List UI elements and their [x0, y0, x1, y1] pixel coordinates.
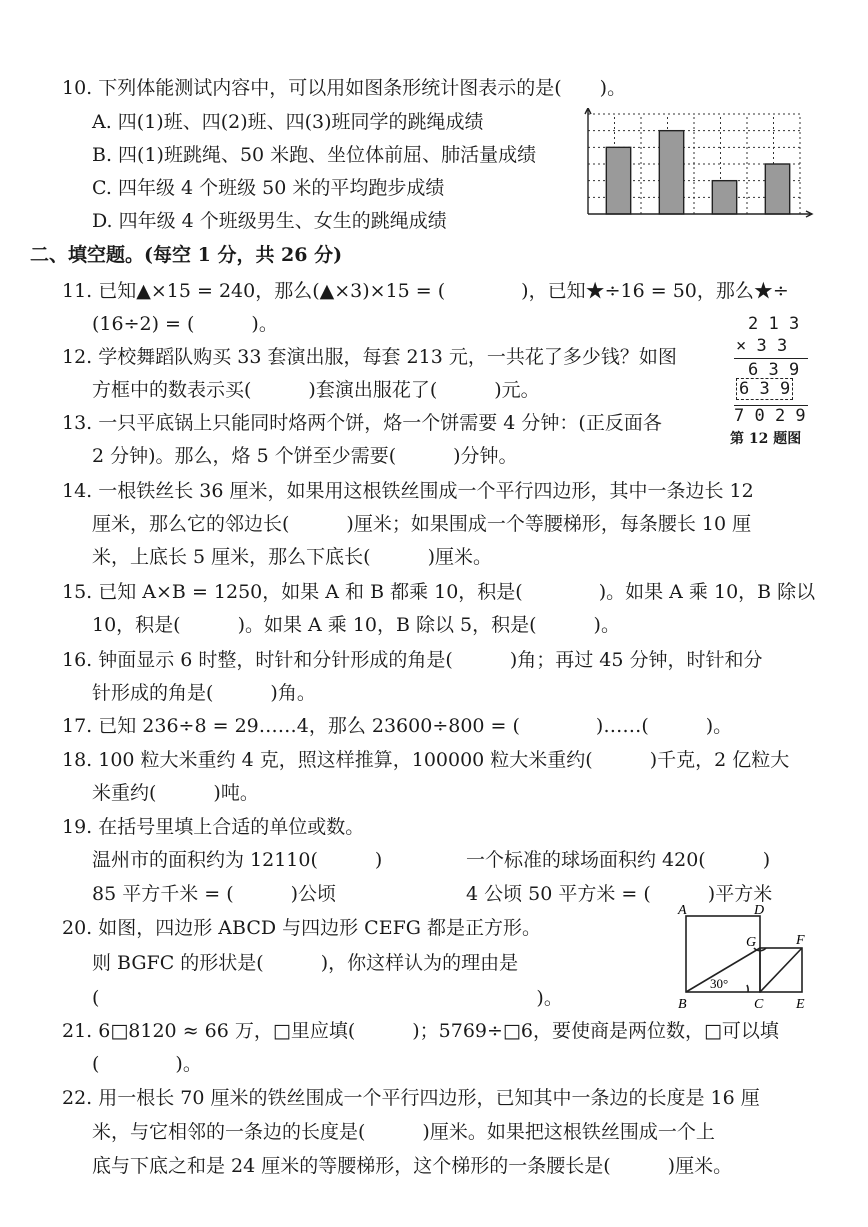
- q20-line-2: 则 BGFC 的形状是( )，你这样认为的理由是: [92, 952, 519, 974]
- q10-option-a: A. 四(1)班、四(2)班、四(3)班同学的跳绳成绩: [92, 111, 484, 133]
- segment-cf: [760, 948, 802, 992]
- q19-item-b: 一个标准的球场面积约 420( ): [466, 849, 771, 871]
- calc-row-3: 6 3 9: [748, 360, 800, 380]
- calc-result: 7 0 2 9: [734, 406, 806, 426]
- q12-line-2: 方框中的数表示买( )套演出服花了( )元。: [92, 379, 540, 401]
- bar: [606, 147, 630, 214]
- q20-squares-figure: [674, 900, 814, 1012]
- calc-row-2: × 3 3: [736, 336, 788, 356]
- q17-line-1: 17. 已知 236÷8 = 29……4，那么 23600÷800 = ( )……( )。: [62, 715, 733, 737]
- label-c: C: [754, 997, 764, 1012]
- q20-line-3: ( )。: [92, 987, 563, 1009]
- bar: [659, 131, 683, 214]
- q14-line-1: 14. 一根铁丝长 36 厘米，如果用这根铁丝围成一个平行四边形，其中一条边长 12: [62, 480, 754, 502]
- q12-line-1: 12. 学校舞蹈队购买 33 套演出服，每套 213 元，一共花了多少钱？如图: [62, 346, 677, 368]
- q13-line-1: 13. 一只平底锅上只能同时烙两个饼，烙一个饼需要 4 分钟：(正反面各: [62, 412, 662, 434]
- q21-line-2: ( )。: [92, 1053, 202, 1075]
- q10-stem: 10. 下列体能测试内容中，可以用如图条形统计图表示的是( )。: [62, 77, 627, 99]
- angle-arc: [747, 985, 748, 992]
- label-a: A: [678, 903, 687, 918]
- q19-item-d: 4 公顷 50 平方米 = ( )平方米: [466, 883, 773, 905]
- q22-line-1: 22. 用一根长 70 厘米的铁丝围成一个平行四边形，已知其中一条边的长度是 16 厘: [62, 1087, 760, 1109]
- q14-line-2: 厘米，那么它的邻边长( )厘米；如果围成一个等腰梯形，每条腰长 10 厘: [92, 513, 752, 535]
- angle-label: 30°: [710, 976, 729, 991]
- calc-boxed-row: 6 3 9: [736, 378, 793, 400]
- q10-option-c: C. 四年级 4 个班级 50 米的平均跑步成绩: [92, 177, 445, 199]
- q22-line-3: 底与下底之和是 24 厘米的等腰梯形，这个梯形的一条腰长是( )厘米。: [92, 1155, 733, 1177]
- q12-calculation-figure: [728, 312, 812, 447]
- q19-item-a: 温州市的面积约为 12110( ): [92, 849, 383, 871]
- calc-row-1: 2 1 3: [748, 314, 800, 334]
- label-b: B: [678, 997, 687, 1012]
- bar: [765, 164, 789, 214]
- label-g: G: [746, 935, 757, 950]
- label-e: E: [796, 997, 805, 1012]
- q11-line-1: 11. 已知▲×15 = 240，那么(▲×3)×15 = ( )，已知★÷16 = 50，那么★÷: [62, 280, 789, 302]
- q19-item-c: 85 平方千米 = ( )公顷: [92, 883, 337, 905]
- q12-figure-caption: 第 12 题图: [730, 431, 802, 447]
- q10-option-d: D. 四年级 4 个班级男生、女生的跳绳成绩: [92, 210, 447, 232]
- bar: [712, 181, 736, 214]
- q13-line-2: 2 分钟)。那么，烙 5 个饼至少需要( )分钟。: [92, 445, 518, 467]
- q22-line-2: 米，与它相邻的一条边的长度是( )厘米。如果把这根铁丝围成一个上: [92, 1121, 715, 1143]
- label-d: D: [754, 903, 765, 918]
- q21-line-1: 21. 6□8120 ≈ 66 万，□里应填( )；5769÷□6，要使商是两位数，□可以填: [62, 1020, 779, 1042]
- q19-line-1: 19. 在括号里填上合适的单位或数。: [62, 816, 365, 838]
- q15-line-2: 10，积是( )。如果 A 乘 10，B 除以 5，积是( )。: [92, 614, 620, 636]
- q16-line-2: 针形成的角是( )角。: [92, 682, 316, 704]
- q14-line-3: 米，上底长 5 厘米，那么下底长( )厘米。: [92, 546, 492, 568]
- label-f: F: [796, 933, 805, 948]
- q18-line-2: 米重约( )吨。: [92, 782, 259, 804]
- section-heading: 二、填空题。(每空 1 分，共 26 分): [30, 244, 343, 266]
- q11-line-2: (16÷2) = ( )。: [92, 313, 278, 335]
- q20-line-1: 20. 如图，四边形 ABCD 与四边形 CEFG 都是正方形。: [62, 917, 541, 939]
- q16-line-1: 16. 钟面显示 6 时整，时针和分针形成的角是( )角；再过 45 分钟，时针和分: [62, 649, 763, 671]
- q15-line-1: 15. 已知 A×B = 1250，如果 A 和 B 都乘 10，积是( )。如果 A 乘 10，B 除以: [62, 581, 816, 603]
- q10-bar-chart: [582, 108, 814, 220]
- q18-line-1: 18. 100 粒大米重约 4 克，照这样推算，100000 粒大米重约( )千克，2 亿粒大: [62, 749, 790, 771]
- q10-option-b: B. 四(1)班跳绳、50 米跑、坐位体前屈、肺活量成绩: [92, 144, 537, 166]
